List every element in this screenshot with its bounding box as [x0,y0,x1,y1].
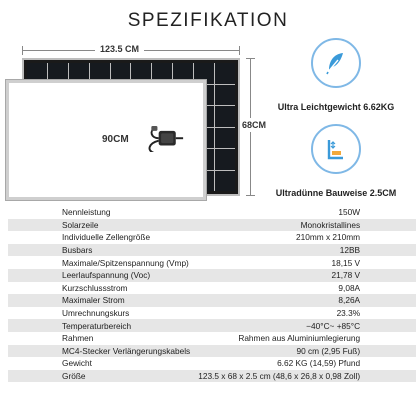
spec-name: Individuelle Zellengröße [62,232,151,243]
spec-value: 90 cm (2,95 Fuß) [194,345,416,358]
table-row [8,370,416,383]
spec-name: Größe [8,370,194,383]
solar-cell [215,63,235,84]
spec-name: Solarzeile [8,219,194,232]
table-row [8,319,416,332]
table-row [8,244,416,257]
spec-name: Maximaler Strom [8,294,194,307]
spec-value: 123.5 x 68 x 2.5 cm (48,6 x 26,8 x 0,98 Zoll) [194,370,416,383]
table-row [8,357,416,370]
spec-name: Kurzschlussstrom [62,282,128,293]
spec-value: 23.3% [336,308,361,319]
solar-cell [215,128,235,149]
solar-cell [215,149,235,170]
spec-name: Gewicht [62,358,92,369]
feature-thin-design-badge [311,124,361,174]
spec-value: 6.62 KG (14,59) Pfund [277,358,361,369]
spec-value: 8,26A [194,294,416,307]
solar-cell [215,171,235,192]
height-dimension-tick-bottom [246,195,255,196]
solar-cell [215,85,235,106]
feather-icon [323,50,349,76]
spec-name: Rahmen [62,333,94,344]
width-dimension-tick-right [239,46,240,55]
width-dimension-label: 123.5 CM [95,44,144,54]
table-row [8,294,416,307]
solar-cell [215,106,235,127]
spec-name: MC4-Stecker Verlängerungskabels [8,345,194,358]
spec-value: 12BB [194,244,416,257]
cable-length-label: 90CM [102,134,129,145]
feature-lightweight-badge [311,38,361,88]
spec-name: Busbars [8,244,194,257]
table-row [8,282,416,295]
table-row [8,345,416,358]
spec-value: Rahmen aus Aluminiumlegierung [238,333,361,344]
spec-name: Umrechnungskurs [62,308,130,319]
table-row [8,332,416,345]
spec-name: Leerlaufspannung (Voc) [8,269,194,282]
junction-box-icon [144,122,188,152]
height-dimension-label: 68CM [242,120,267,130]
spec-value: 210mm x 210mm [296,232,361,243]
spec-name: Maximale/Spitzenspannung (Vmp) [62,257,189,268]
table-row [8,206,416,219]
spec-name: Nennleistung [62,207,111,218]
spec-value: Monokristallines [194,219,416,232]
feature-thin-design-label: Ultradünne Bauweise 2.5CM [275,188,397,198]
spec-value: 21,78 V [194,269,416,282]
spec-name: Temperaturbereich [8,319,194,332]
spec-value: 18,15 V [331,257,361,268]
height-dimension-tick-top [246,58,255,59]
table-row [8,256,416,269]
feature-lightweight [256,38,416,112]
feature-thin-design [256,124,416,198]
spec-value: 150W [338,207,361,218]
spec-value: 9,08A [338,282,361,293]
thin-profile-icon [323,136,349,162]
page-title: SPEZIFIKATION [127,10,289,31]
table-row [8,269,416,282]
feature-lightweight-label: Ultra Leichtgewicht 6.62KG [277,102,395,112]
spec-value: −40°C~ +85°C [194,319,416,332]
specification-table [8,206,416,382]
table-row [8,307,416,320]
table-row [8,219,416,232]
table-row [8,231,416,244]
width-dimension-tick-left [22,46,23,55]
